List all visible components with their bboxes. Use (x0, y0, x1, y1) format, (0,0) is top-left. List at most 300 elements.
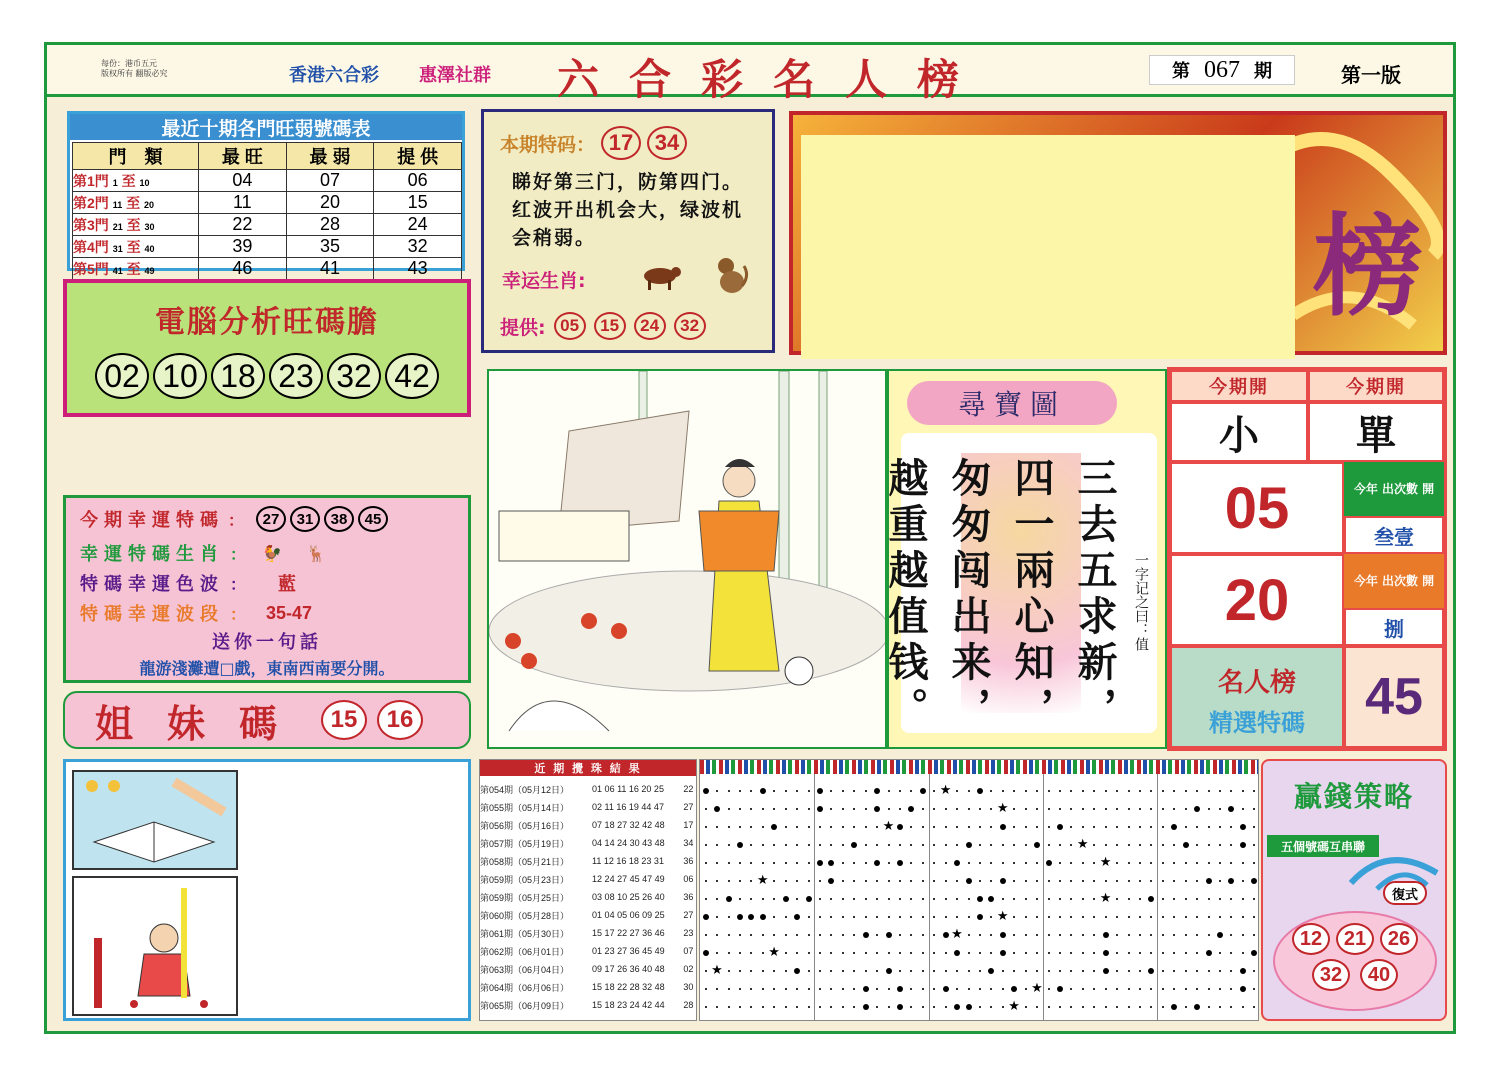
empty-dot (968, 916, 970, 918)
hit-dot (771, 824, 777, 830)
empty-dot (1116, 1006, 1118, 1008)
result-row (480, 780, 696, 798)
hit-dot (703, 950, 709, 956)
empty-dot (808, 862, 810, 864)
empty-dot (842, 844, 844, 846)
empty-dot (1173, 898, 1175, 900)
distribution-dot-grid (699, 759, 1259, 1021)
empty-dot (1093, 934, 1095, 936)
hit-dot (1240, 824, 1246, 830)
empty-dot (1173, 808, 1175, 810)
monkey-icon (712, 256, 750, 296)
empty-dot (1025, 952, 1027, 954)
range-to-label: 至 (126, 216, 141, 233)
empty-dot (876, 898, 878, 900)
empty-dot (910, 934, 912, 936)
empty-dot (819, 844, 821, 846)
lucky-color-label: 特碼幸運色波 (80, 574, 224, 595)
empty-dot (945, 1006, 947, 1008)
empty-dot (1025, 880, 1027, 882)
empty-dot (1013, 880, 1015, 882)
empty-dot (1196, 898, 1198, 900)
stat-side-top-2: 今年 出次數 開 (1344, 554, 1444, 608)
empty-dot (968, 790, 970, 792)
empty-dot (1208, 790, 1210, 792)
empty-dot (1196, 988, 1198, 990)
empty-dot (1070, 790, 1072, 792)
result-numbers: 09 17 26 36 40 48 (592, 964, 665, 974)
empty-dot (1105, 916, 1107, 918)
empty-dot (773, 880, 775, 882)
main-illustration (487, 369, 887, 749)
empty-dot (1048, 808, 1050, 810)
empty-dot (1219, 1006, 1221, 1008)
hit-dot (886, 968, 892, 974)
empty-dot (956, 826, 958, 828)
poem-line: 四一兩心知， (1008, 457, 1055, 733)
empty-dot (945, 898, 947, 900)
empty-dot (922, 808, 924, 810)
empty-dot (1116, 934, 1118, 936)
cold-value: 07 (286, 170, 374, 192)
empty-dot (1025, 1006, 1027, 1008)
empty-dot (1139, 790, 1141, 792)
hit-dot (1148, 896, 1154, 902)
empty-dot (1013, 916, 1015, 918)
saying-title: 送你一句話 (212, 632, 322, 653)
empty-dot (716, 826, 718, 828)
empty-dot (762, 934, 764, 936)
cold-value: 20 (286, 192, 374, 214)
empty-dot (808, 844, 810, 846)
empty-dot (1036, 952, 1038, 954)
empty-dot (979, 844, 981, 846)
empty-dot (1253, 988, 1255, 990)
empty-dot (1242, 1006, 1244, 1008)
empty-dot (933, 988, 935, 990)
empty-dot (1219, 970, 1221, 972)
empty-dot (910, 898, 912, 900)
empty-dot (1128, 934, 1130, 936)
empty-dot (1230, 988, 1232, 990)
special-star: ★ (996, 801, 1009, 816)
hit-dot (1103, 932, 1109, 938)
empty-dot (842, 826, 844, 828)
empty-dot (773, 844, 775, 846)
gate-label: 第5門 (73, 260, 109, 277)
range-from: 31 (112, 243, 123, 254)
empty-dot (1162, 1006, 1164, 1008)
empty-dot (1013, 844, 1015, 846)
empty-dot (728, 970, 730, 972)
empty-dot (705, 808, 707, 810)
hot-value: 46 (199, 258, 287, 280)
empty-dot (853, 790, 855, 792)
range-to-label: 至 (126, 238, 141, 255)
hit-dot (897, 824, 903, 830)
empty-dot (716, 844, 718, 846)
group-divider (814, 774, 815, 1021)
empty-dot (1150, 808, 1152, 810)
empty-dot (728, 808, 730, 810)
empty-dot (1059, 1006, 1061, 1008)
empty-dot (1196, 844, 1198, 846)
empty-dot (750, 808, 752, 810)
empty-dot (750, 952, 752, 954)
empty-dot (796, 934, 798, 936)
hit-dot (726, 896, 732, 902)
empty-dot (705, 826, 707, 828)
empty-dot (853, 916, 855, 918)
empty-dot (785, 988, 787, 990)
empty-dot (739, 790, 741, 792)
empty-dot (910, 952, 912, 954)
gate-label: 第2門 (73, 194, 109, 211)
empty-dot (1253, 826, 1255, 828)
empty-dot (1025, 826, 1027, 828)
empty-dot (762, 970, 764, 972)
saying-text: 龍游淺灘遭□戲，東南西南要分開。 (139, 659, 395, 678)
group-divider (1157, 774, 1158, 1021)
empty-dot (1093, 844, 1095, 846)
empty-dot (922, 898, 924, 900)
empty-dot (876, 1006, 878, 1008)
empty-dot (910, 916, 912, 918)
result-numbers: 01 06 11 16 20 25 (592, 784, 664, 794)
empty-dot (1219, 952, 1221, 954)
empty-dot (1185, 916, 1187, 918)
empty-dot (1093, 1006, 1095, 1008)
empty-dot (762, 898, 764, 900)
gate-label: 第4門 (73, 238, 109, 255)
empty-dot (865, 898, 867, 900)
empty-dot (1230, 862, 1232, 864)
empty-dot (1219, 844, 1221, 846)
empty-dot (1002, 898, 1004, 900)
empty-dot (1139, 880, 1141, 882)
empty-dot (990, 826, 992, 828)
empty-dot (728, 916, 730, 918)
empty-dot (1230, 898, 1232, 900)
hit-dot (1217, 932, 1223, 938)
hit-dot (988, 896, 994, 902)
empty-dot (1242, 934, 1244, 936)
issue-suffix: 期 (1254, 61, 1272, 82)
empty-dot (842, 790, 844, 792)
hit-dot (760, 914, 766, 920)
empty-dot (728, 988, 730, 990)
empty-dot (773, 934, 775, 936)
empty-dot (1036, 808, 1038, 810)
computer-analysis-box (63, 279, 471, 417)
empty-dot (922, 880, 924, 882)
result-special: 06 (683, 874, 694, 884)
empty-dot (853, 880, 855, 882)
empty-dot (808, 970, 810, 972)
treasure-map-box (882, 369, 1167, 749)
strategy-subtitle: 五個號碼互串聯 (1267, 835, 1379, 857)
edition-label: 第一版 (1341, 63, 1401, 87)
empty-dot (876, 880, 878, 882)
empty-dot (716, 880, 718, 882)
empty-dot (1116, 862, 1118, 864)
special-code-box (481, 109, 775, 353)
empty-dot (1150, 1006, 1152, 1008)
empty-dot (956, 988, 958, 990)
hit-dot (954, 860, 960, 866)
special-star: ★ (1008, 999, 1020, 1014)
empty-dot (1093, 952, 1095, 954)
empty-dot (830, 952, 832, 954)
hit-dot (1228, 806, 1234, 812)
empty-dot (1230, 844, 1232, 846)
empty-dot (750, 934, 752, 936)
empty-dot (1208, 934, 1210, 936)
empty-dot (785, 934, 787, 936)
empty-dot (819, 898, 821, 900)
gate-table (72, 142, 462, 280)
empty-dot (1059, 934, 1061, 936)
empty-dot (1059, 952, 1061, 954)
empty-dot (1116, 808, 1118, 810)
lucky-code-number: 31 (290, 506, 320, 532)
empty-dot (910, 988, 912, 990)
empty-dot (750, 790, 752, 792)
empty-dot (830, 934, 832, 936)
empty-dot (876, 934, 878, 936)
draw-results-title: 近 期 攪 珠 結 果 (480, 760, 696, 776)
result-issue: 第056期（05月16日） (480, 820, 570, 831)
result-special: 36 (683, 892, 694, 902)
empty-dot (750, 1006, 752, 1008)
empty-dot (705, 880, 707, 882)
empty-dot (819, 880, 821, 882)
empty-dot (808, 826, 810, 828)
hit-dot (863, 932, 869, 938)
empty-dot (716, 862, 718, 864)
empty-dot (853, 988, 855, 990)
empty-dot (1242, 880, 1244, 882)
empty-dot (1116, 952, 1118, 954)
empty-dot (876, 952, 878, 954)
hit-dot (1000, 932, 1006, 938)
empty-dot (750, 898, 752, 900)
open-value-parity: 單 (1308, 402, 1444, 462)
empty-dot (728, 826, 730, 828)
empty-dot (1059, 970, 1061, 972)
empty-dot (796, 790, 798, 792)
computer-analysis-title: 電腦分析旺碼膽 (155, 305, 379, 340)
gate-table-box (67, 111, 465, 278)
hit-dot (1251, 950, 1257, 956)
empty-dot (945, 808, 947, 810)
empty-dot (945, 916, 947, 918)
empty-dot (1025, 934, 1027, 936)
empty-dot (830, 898, 832, 900)
empty-dot (1082, 1006, 1084, 1008)
result-row (480, 996, 696, 1014)
empty-dot (1093, 880, 1095, 882)
empty-dot (728, 790, 730, 792)
draw-results-box (479, 759, 697, 1021)
empty-dot (1219, 916, 1221, 918)
empty-dot (1150, 826, 1152, 828)
empty-dot (739, 988, 741, 990)
empty-dot (842, 988, 844, 990)
empty-dot (785, 880, 787, 882)
empty-dot (865, 826, 867, 828)
analysis-number: 32 (327, 353, 381, 399)
empty-dot (842, 862, 844, 864)
group-divider (929, 774, 930, 1021)
special-star: ★ (711, 963, 723, 978)
range-from: 41 (112, 265, 123, 276)
empty-dot (1059, 898, 1061, 900)
empty-dot (990, 1006, 992, 1008)
empty-dot (865, 952, 867, 954)
hit-dot (851, 842, 857, 848)
special-code-text: 睇好第三门，防第四门。红波开出机会大，绿波机会稍弱。 (512, 171, 744, 249)
offer-number: 05 (554, 312, 586, 340)
empty-dot (1230, 790, 1232, 792)
result-numbers: 12 24 27 45 47 49 (592, 874, 665, 884)
empty-dot (933, 970, 935, 972)
empty-dot (888, 880, 890, 882)
empty-dot (1173, 790, 1175, 792)
empty-dot (830, 790, 832, 792)
empty-dot (956, 880, 958, 882)
lucky-code-number: 27 (256, 506, 286, 532)
header-bar (47, 45, 1453, 104)
empty-dot (819, 988, 821, 990)
ball-color-header (700, 760, 1259, 774)
empty-dot (865, 844, 867, 846)
special-star: ★ (1031, 981, 1043, 996)
empty-dot (716, 1006, 718, 1008)
strategy-title: 贏錢策略 (1293, 780, 1414, 813)
empty-dot (933, 862, 935, 864)
hit-dot (806, 896, 812, 902)
empty-dot (1036, 790, 1038, 792)
hit-dot (1103, 968, 1109, 974)
empty-dot (1036, 970, 1038, 972)
result-row (480, 924, 696, 942)
empty-dot (979, 880, 981, 882)
empty-dot (1070, 1006, 1072, 1008)
hit-dot (874, 806, 880, 812)
empty-dot (1048, 988, 1050, 990)
empty-dot (1082, 916, 1084, 918)
empty-dot (1070, 916, 1072, 918)
result-numbers: 01 04 05 06 09 25 (592, 910, 665, 920)
result-row (480, 816, 696, 834)
hit-dot (817, 788, 823, 794)
empty-dot (865, 790, 867, 792)
empty-dot (716, 952, 718, 954)
empty-dot (933, 1006, 935, 1008)
empty-dot (1208, 844, 1210, 846)
hot-value: 11 (199, 192, 287, 214)
empty-dot (1002, 988, 1004, 990)
empty-dot (1048, 844, 1050, 846)
empty-dot (922, 970, 924, 972)
empty-dot (716, 916, 718, 918)
empty-dot (1173, 970, 1175, 972)
result-row (480, 960, 696, 978)
empty-dot (1105, 880, 1107, 882)
empty-dot (1082, 790, 1084, 792)
empty-dot (990, 880, 992, 882)
lucky-code-number: 45 (358, 506, 388, 532)
result-issue: 第062期（06月01日） (480, 946, 570, 957)
empty-dot (1082, 970, 1084, 972)
empty-dot (1116, 790, 1118, 792)
empty-dot (1013, 952, 1015, 954)
empty-dot (1196, 970, 1198, 972)
empty-dot (1013, 808, 1015, 810)
empty-dot (910, 970, 912, 972)
empty-dot (1139, 844, 1141, 846)
stat-side-top-1: 今年 出次數 開 (1344, 462, 1444, 516)
empty-dot (705, 970, 707, 972)
hit-dot (783, 896, 789, 902)
empty-dot (808, 880, 810, 882)
empty-dot (1208, 1006, 1210, 1008)
poem-line: 匆匆闯出来， (945, 457, 992, 733)
hit-dot (1194, 1004, 1200, 1010)
range-from: 1 (112, 177, 118, 188)
range-from: 11 (112, 199, 123, 210)
range-from: 21 (112, 221, 123, 232)
hit-dot (794, 914, 800, 920)
empty-dot (956, 916, 958, 918)
empty-dot (1128, 898, 1130, 900)
empty-dot (1025, 790, 1027, 792)
sister-code-number: 16 (377, 700, 423, 740)
empty-dot (1219, 790, 1221, 792)
special-star: ★ (768, 945, 780, 960)
empty-dot (1059, 808, 1061, 810)
empty-dot (876, 844, 878, 846)
empty-dot (1105, 808, 1107, 810)
hit-dot (874, 788, 880, 794)
empty-dot (979, 862, 981, 864)
hit-dot (1240, 842, 1246, 848)
result-row (480, 852, 696, 870)
empty-dot (1139, 952, 1141, 954)
result-issue: 第057期（05月19日） (480, 838, 570, 849)
open-results-panel (1167, 367, 1447, 751)
empty-dot (1162, 862, 1164, 864)
empty-dot (842, 1006, 844, 1008)
empty-dot (933, 952, 935, 954)
empty-dot (1036, 898, 1038, 900)
empty-dot (853, 970, 855, 972)
empty-dot (1059, 862, 1061, 864)
empty-dot (1059, 880, 1061, 882)
special-star: ★ (996, 909, 1009, 924)
hit-dot (966, 842, 972, 848)
empty-dot (1093, 916, 1095, 918)
empty-dot (945, 826, 947, 828)
empty-dot (922, 1006, 924, 1008)
result-issue: 第061期（05月30日） (480, 928, 570, 939)
hit-dot (863, 986, 869, 992)
hit-dot (1000, 878, 1006, 884)
empty-dot (773, 862, 775, 864)
empty-dot (1082, 862, 1084, 864)
empty-dot (1048, 952, 1050, 954)
